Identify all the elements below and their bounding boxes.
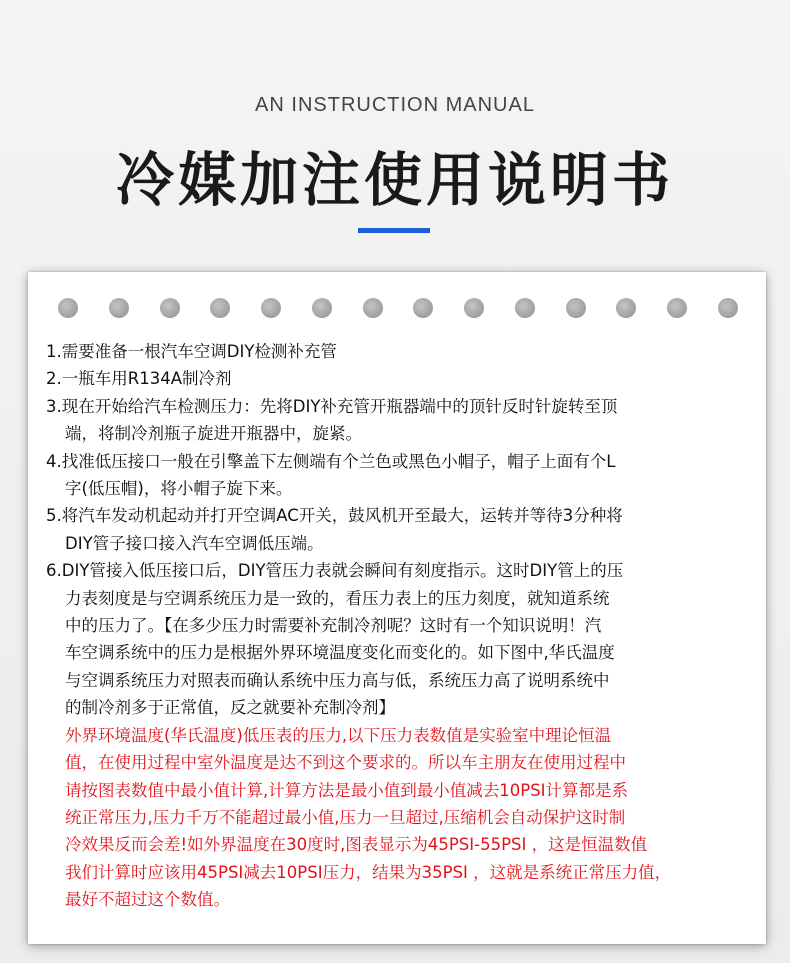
binder-hole [566, 298, 586, 318]
binder-hole [58, 298, 78, 318]
binder-holes [58, 298, 738, 318]
step-6-continuation: 力表刻度是与空调系统压力是一致的，看压力表上的压力刻度，就知道系统 [65, 588, 610, 608]
binder-hole [413, 298, 433, 318]
page-title: 冷媒加注使用说明书 [115, 146, 674, 214]
step-2-line: 2.一瓶车用R134A制冷剂 [46, 369, 232, 389]
warning-note-line: 最好不超过这个数值。 [65, 890, 230, 910]
warning-note-line: 请按图表数值中最小值计算,计算方法是最小值到最小值减去10PSI计算都是系 [65, 780, 629, 800]
binder-hole [464, 298, 484, 318]
title-accent-bar [358, 228, 430, 233]
step-3-line: 3.现在开始给汽车检测压力：先将DIY补充管开瓶器端中的顶针反时针旋转至顶 [46, 396, 618, 416]
step-6-continuation: 车空调系统中的压力是根据外界环境温度变化而变化的。如下图中,华氏温度 [65, 643, 615, 663]
binder-hole [616, 298, 636, 318]
step-6-line: 6.DIY管接入低压接口后，DIY管压力表就会瞬间有刻度指示。这时DIY管上的压 [46, 561, 624, 581]
step-6-continuation: 与空调系统压力对照表而确认系统中压力高与低，系统压力高了说明系统中 [65, 670, 610, 690]
binder-hole [210, 298, 230, 318]
binder-hole [363, 298, 383, 318]
warning-note-line: 冷效果反而会差!如外界温度在30度时,图表显示为45PSI-55PSI ，这是恒温数值 [65, 835, 648, 855]
step-4-line: 4.找准低压接口一般在引擎盖下左侧端有个兰色或黑色小帽子，帽子上面有个L [46, 451, 616, 471]
binder-hole [312, 298, 332, 318]
warning-note-line: 我们计算时应该用45PSI减去10PSI压力，结果为35PSI ，这就是系统正常压力值， [65, 862, 672, 882]
binder-hole [667, 298, 687, 318]
step-6-continuation: 的制冷剂多于正常值，反之就要补充制冷剂】 [65, 698, 395, 718]
binder-hole [109, 298, 129, 318]
warning-note-line: 值，在使用过程中室外温度是达不到这个要求的。所以车主朋友在使用过程中 [65, 753, 626, 773]
step-5-continuation: DIY管子接口接入汽车空调低压端。 [65, 533, 324, 553]
binder-hole [261, 298, 281, 318]
warning-note-line: 外界环境温度(华氏温度)低压表的压力,以下压力表数值是实验室中理论恒温 [65, 725, 612, 745]
binder-hole [160, 298, 180, 318]
step-3-continuation: 端，将制冷剂瓶子旋进开瓶器中，旋紧。 [65, 424, 362, 444]
step-5-line: 5.将汽车发动机起动并打开空调AC开关，鼓风机开至最大，运转并等待3分种将 [46, 506, 623, 526]
instruction-card [28, 272, 766, 944]
instruction-content [46, 338, 758, 914]
binder-hole [718, 298, 738, 318]
step-6-continuation: 中的压力了。【在多少压力时需要补充制冷剂呢？这时有一个知识说明！汽 [65, 616, 602, 636]
step-1-line: 1.需要准备一根汽车空调DIY检测补充管 [46, 342, 337, 361]
manual-subtitle: AN INSTRUCTION MANUAL [255, 94, 535, 116]
warning-note-line: 统正常压力,压力千万不能超过最小值,压力一旦超过,压缩机会自动保护这时制 [65, 807, 626, 827]
binder-hole [515, 298, 535, 318]
step-4-continuation: 字(低压帽)，将小帽子旋下来。 [65, 479, 293, 499]
